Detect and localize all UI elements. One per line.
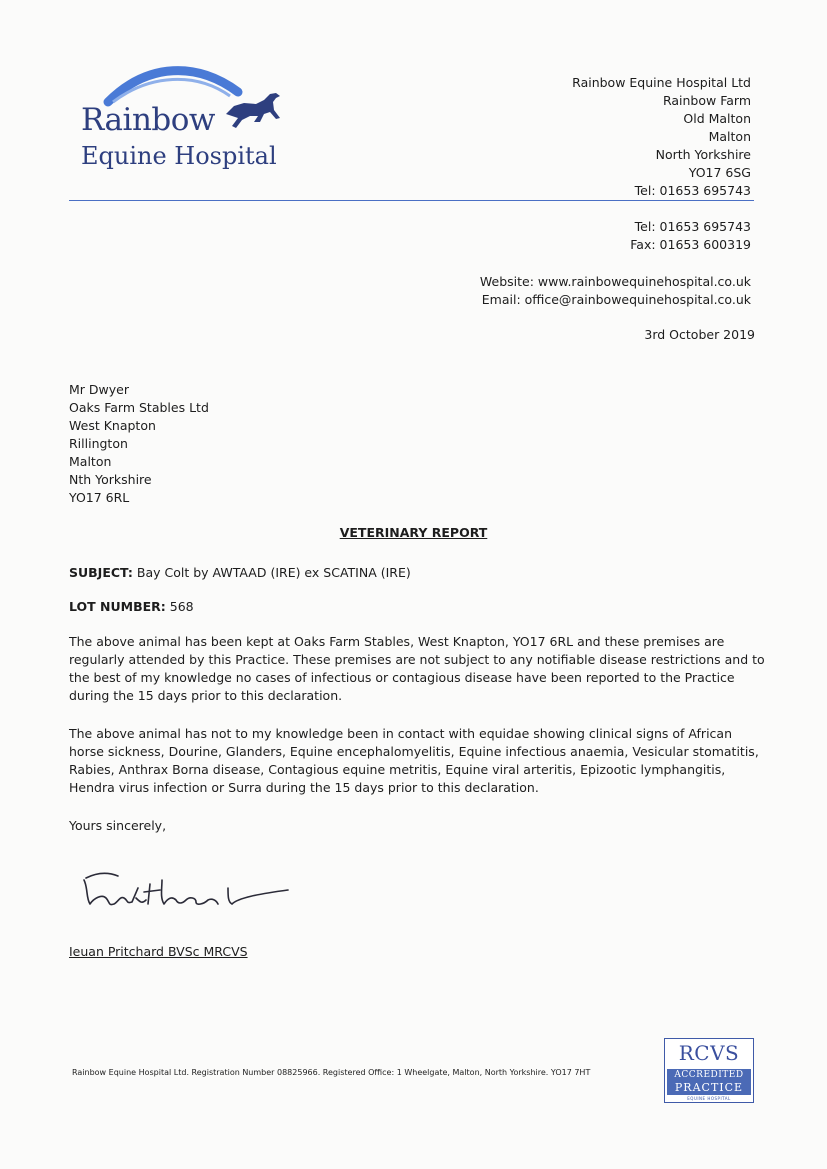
sign-off: Yours sincerely, — [69, 818, 167, 833]
address-line: Rainbow Equine Hospital Ltd — [572, 75, 751, 90]
address-line: Tel: 01653 695743 — [634, 183, 751, 198]
subject-line — [69, 565, 411, 580]
contact-website: Website: www.rainbowequinehospital.co.uk — [479, 274, 751, 289]
lot-number-label: LOT NUMBER: — [69, 599, 166, 614]
subject-value: Bay Colt by AWTAAD (IRE) ex SCATINA (IRE) — [132, 565, 411, 580]
company-address — [572, 74, 751, 200]
logo-text-equine-hospital: Equine Hospital — [81, 142, 277, 170]
footer-registration: Rainbow Equine Hospital Ltd. Registration Number 08825966. Registered Office: 1 Wheelgate, Malton, North Yorkshire. YO17 7HT — [72, 1068, 591, 1077]
recipient-line: Rillington — [69, 436, 128, 451]
logo-text-rainbow: Rainbow — [81, 102, 215, 138]
badge-rcvs: RCVS — [678, 1041, 740, 1065]
contact-email: Email: office@rainbowequinehospital.co.uk — [481, 292, 751, 307]
address-line: YO17 6SG — [688, 165, 751, 180]
address-line: North Yorkshire — [655, 147, 751, 162]
address-line: Old Malton — [683, 111, 751, 126]
report-title: VETERINARY REPORT — [339, 525, 488, 540]
lot-number-line — [69, 599, 194, 614]
recipient-line: West Knapton — [69, 418, 156, 433]
badge-practice: PRACTICE — [674, 1081, 744, 1094]
contact-fax: Fax: 01653 600319 — [630, 237, 751, 252]
recipient-line: Malton — [69, 454, 112, 469]
address-line: Rainbow Farm — [662, 93, 751, 108]
recipient-line: Nth Yorkshire — [69, 472, 152, 487]
report-paragraph-1: The above animal has been kept at Oaks Farm Stables, West Knapton, YO17 6RL and these premises are regularly attended by this Practice. These premises are not subject to any notifiable disease restrictions and to the best of my knowledge no cases of infectious or contagious disease have been reported to the Practice during the 15 days prior to this declaration. — [69, 634, 765, 703]
recipient-line: Mr Dwyer — [69, 382, 129, 397]
subject-label: SUBJECT: — [69, 565, 133, 580]
contact-tel: Tel: 01653 695743 — [634, 219, 751, 234]
recipient-line: Oaks Farm Stables Ltd — [69, 400, 209, 415]
recipient-line: YO17 6RL — [69, 490, 130, 505]
address-line: Malton — [708, 129, 751, 144]
badge-accredited: ACCREDITED — [674, 1070, 744, 1080]
badge-small-text: EQUINE HOSPITAL — [687, 1096, 731, 1101]
badge-band — [667, 1069, 751, 1095]
rainbow-equine-logo — [78, 62, 293, 180]
recipient-address — [69, 381, 209, 507]
signature — [78, 858, 293, 922]
letter-date: 3rd October 2019 — [644, 327, 755, 342]
header-divider — [69, 200, 754, 201]
rcvs-accredited-badge — [664, 1038, 754, 1103]
lot-number-value: 568 — [165, 599, 194, 614]
signer-name: Ieuan Pritchard BVSc MRCVS — [69, 944, 248, 959]
report-paragraph-2: The above animal has not to my knowledge been in contact with equidae showing clinical signs of African horse sickness, Dourine, Glanders, Equine encephalomyelitis, Equine infectious anaemia, Vesicular stomatitis, Rabies, Anthrax Borna disease, Contagious equine metritis, Equine viral arteritis, Epizootic lymphangitis, Hendra virus infection or Surra during the 15 days prior to this declaration. — [69, 726, 759, 795]
